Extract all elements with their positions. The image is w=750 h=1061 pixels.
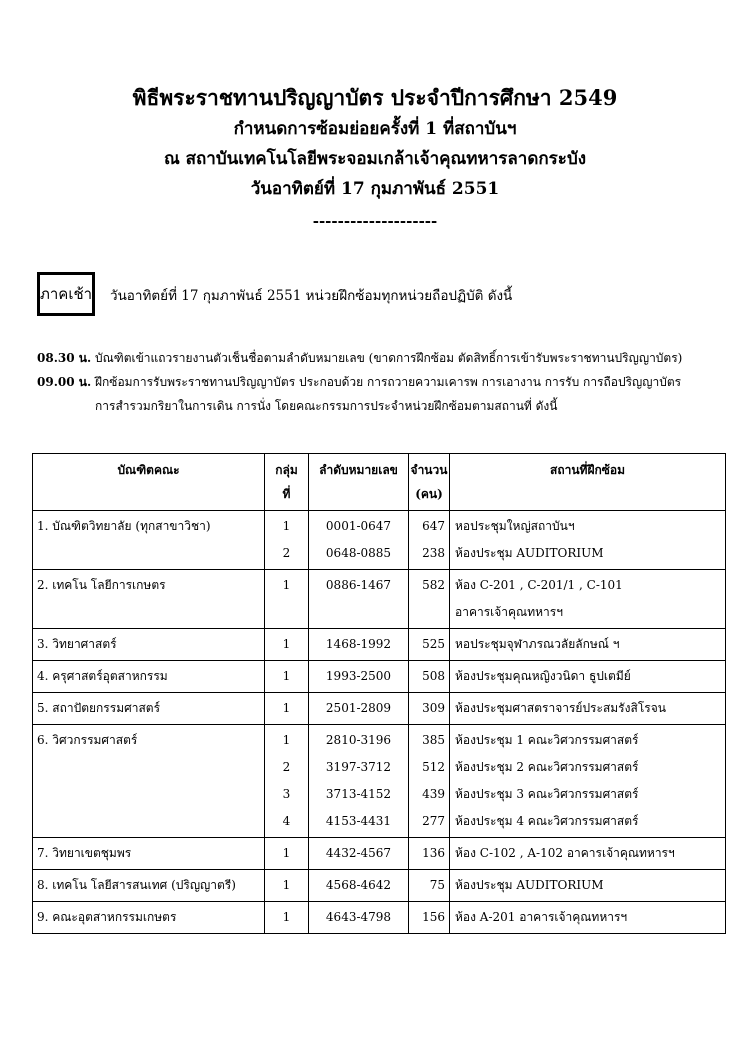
document-subtitle-venue: ณ สถาบันเทคโนโลยีพระจอมเกล้าเจ้าคุณทหารลาดกระบัง [163, 149, 587, 169]
table-row [33, 511, 726, 570]
student-count-cell [409, 725, 450, 838]
document-header [0, 82, 750, 236]
group-number: 1 [282, 878, 291, 892]
rehearsal-place-cell [450, 661, 726, 693]
sequence-range: 2810-3196 [325, 733, 392, 747]
header-group-line1: กลุ่ม [275, 463, 298, 477]
student-count-cell [409, 838, 450, 870]
table-row [33, 870, 726, 902]
group-number-cell [265, 629, 309, 661]
sequence-range-cell [309, 838, 409, 870]
sequence-range: 2501-2809 [325, 701, 392, 715]
document-subtitle-rehearsal: กำหนดการซ้อมย่อยครั้งที่ 1 ที่สถาบันฯ [233, 119, 517, 139]
faculty-name: 5. สถาปัตยกรรมศาสตร์ [37, 701, 161, 715]
group-number: 2 [282, 760, 291, 774]
faculty-name: 4. ครุศาสตร์อุตสาหกรรม [37, 669, 168, 683]
group-number: 1 [282, 637, 291, 651]
sequence-range-cell [309, 870, 409, 902]
header-count-line2: (คน) [415, 487, 443, 501]
rehearsal-place-cell [450, 693, 726, 725]
group-number: 3 [282, 787, 291, 801]
group-number: 1 [282, 578, 291, 592]
rehearsal-place: ห้อง C-201 , C-201/1 , C-101 [455, 578, 623, 592]
rehearsal-place: ห้องประชุม AUDITORIUM [455, 878, 604, 892]
faculty-cell [33, 838, 265, 870]
faculty-cell [33, 511, 265, 570]
morning-label-box: ภาคเช้า [37, 272, 95, 316]
group-number-cell [265, 661, 309, 693]
separator-line: -------------------- [312, 212, 438, 230]
table-row [33, 838, 726, 870]
group-number: 1 [282, 846, 291, 860]
schedule-item-continuation [37, 394, 727, 418]
sequence-range: 4432-4567 [325, 846, 392, 860]
faculty-name: 8. เทคโน โลยีสารสนเทศ (ปริญญาตรี) [37, 878, 236, 892]
table-row [33, 725, 726, 838]
student-count-cell [409, 693, 450, 725]
rehearsal-place-cell [450, 870, 726, 902]
header-place: สถานที่ฝึกซ้อม [450, 454, 726, 511]
student-count: 136 [422, 846, 445, 860]
header-group-line2: ที่ [282, 487, 291, 501]
schedule-text: การสำรวมกริยาในการเดิน การนั่ง โดยคณะกรรมการประจำหน่วยฝึกซ้อมตามสถานที่ ดังนี้ [95, 399, 558, 413]
header-count-line1: จำนวน [410, 463, 448, 477]
table-row [33, 661, 726, 693]
student-count: 647 [422, 519, 445, 533]
rehearsal-place: ห้องประชุม 1 คณะวิศวกรรมศาสตร์ [455, 733, 639, 747]
sequence-range: 0886-1467 [325, 578, 392, 592]
rehearsal-place-cell [450, 629, 726, 661]
student-count: 385 [422, 733, 445, 747]
table-body [33, 511, 726, 934]
header-group [265, 454, 309, 511]
table-header-row [33, 454, 726, 511]
student-count: 512 [422, 760, 445, 774]
group-number-cell [265, 902, 309, 934]
faculty-cell [33, 693, 265, 725]
sequence-range: 0001-0647 [325, 519, 392, 533]
faculty-cell [33, 570, 265, 629]
rehearsal-place: ห้อง A-201 อาคารเจ้าคุณทหารฯ [455, 910, 628, 924]
table-row [33, 693, 726, 725]
rehearsal-place: อาคารเจ้าคุณทหารฯ [455, 605, 563, 619]
table-row [33, 570, 726, 629]
rehearsal-place: ห้องประชุม 2 คณะวิศวกรรมศาสตร์ [455, 760, 639, 774]
student-count-cell [409, 570, 450, 629]
sequence-range: 0648-0885 [325, 546, 392, 560]
group-number-cell [265, 511, 309, 570]
header-sequence: ลำดับหมายเลข [309, 454, 409, 511]
table-row [33, 902, 726, 934]
student-count: 277 [422, 814, 445, 828]
sequence-range: 4568-4642 [325, 878, 392, 892]
schedule-list [37, 346, 727, 418]
student-count-cell [409, 902, 450, 934]
sequence-range: 1993-2500 [325, 669, 392, 683]
sequence-range: 3713-4152 [325, 787, 392, 801]
sequence-range: 4153-4431 [325, 814, 392, 828]
faculty-name: 6. วิศวกรรมศาสตร์ [37, 733, 138, 747]
faculty-name: 2. เทคโน โลยีการเกษตร [37, 578, 166, 592]
group-number-cell [265, 725, 309, 838]
rehearsal-place-cell [450, 511, 726, 570]
student-count: 309 [422, 701, 445, 715]
rehearsal-place: ห้องประชุม 4 คณะวิศวกรรมศาสตร์ [455, 814, 639, 828]
schedule-time: 08.30 น. [37, 351, 92, 365]
faculty-cell [33, 870, 265, 902]
schedule-text: บัณฑิตเข้าแถวรายงานตัวเช็นชื่อตามลำดับหมายเลข (ขาดการฝึกซ้อม ตัดสิทธิ์การเข้ารับพระราชทานปริญญาบัตร) [95, 351, 683, 365]
faculty-name: 3. วิทยาศาสตร์ [37, 637, 117, 651]
faculty-name: 9. คณะอุตสาหกรรมเกษตร [37, 910, 177, 924]
sequence-range: 3197-3712 [325, 760, 392, 774]
group-number-cell [265, 693, 309, 725]
rehearsal-place: ห้องประชุมคุณหญิงวนิดา ธูปเตมีย์ [455, 669, 631, 683]
group-number: 1 [282, 669, 291, 683]
faculty-name: 1. บัณฑิตวิทยาลัย (ทุกสาขาวิชา) [37, 519, 211, 533]
schedule-item [37, 346, 727, 370]
sequence-range-cell [309, 661, 409, 693]
group-number: 1 [282, 701, 291, 715]
group-number: 1 [282, 910, 291, 924]
student-count-cell [409, 629, 450, 661]
sequence-range-cell [309, 693, 409, 725]
student-count: 156 [422, 910, 445, 924]
student-count: 525 [422, 637, 445, 651]
sequence-range: 4643-4798 [325, 910, 392, 924]
student-count: 75 [429, 878, 445, 892]
group-number: 4 [282, 814, 291, 828]
schedule-item [37, 370, 727, 394]
document-subtitle-date: วันอาทิตย์ที่ 17 กุมภาพันธ์ 2551 [250, 179, 500, 199]
rehearsal-place: ห้องประชุมศาสตราจารย์ประสมรังสิโรจน [455, 701, 666, 715]
group-number: 1 [282, 733, 291, 747]
sequence-range-cell [309, 629, 409, 661]
faculty-cell [33, 661, 265, 693]
header-count [409, 454, 450, 511]
group-number-cell [265, 838, 309, 870]
rehearsal-place: หอประชุมจุฬาภรณวลัยลักษณ์ ฯ [455, 637, 620, 651]
rehearsal-place: ห้องประชุม AUDITORIUM [455, 546, 604, 560]
rehearsal-place: ห้อง C-102 , A-102 อาคารเจ้าคุณทหารฯ [455, 846, 675, 860]
table-row [33, 629, 726, 661]
rehearsal-table [32, 453, 726, 934]
rehearsal-place-cell [450, 570, 726, 629]
header-faculty: บัณฑิตคณะ [33, 454, 265, 511]
sequence-range: 1468-1992 [325, 637, 392, 651]
document-title: พิธีพระราชทานปริญญาบัตร ประจำปีการศึกษา 2549 [132, 85, 618, 110]
faculty-cell [33, 725, 265, 838]
sequence-range-cell [309, 511, 409, 570]
student-count-cell [409, 870, 450, 902]
student-count: 508 [422, 669, 445, 683]
faculty-cell [33, 629, 265, 661]
group-number: 1 [282, 519, 291, 533]
morning-session-text: วันอาทิตย์ที่ 17 กุมภาพันธ์ 2551 หน่วยฝึกซ้อมทุกหน่วยถือปฏิบัติ ดังนี้ [110, 288, 513, 304]
sequence-range-cell [309, 902, 409, 934]
schedule-time: 09.00 น. [37, 375, 92, 389]
group-number-cell [265, 870, 309, 902]
student-count: 439 [422, 787, 445, 801]
rehearsal-place: หอประชุมใหญ่สถาบันฯ [455, 519, 575, 533]
student-count: 582 [422, 578, 445, 592]
student-count-cell [409, 661, 450, 693]
group-number-cell [265, 570, 309, 629]
rehearsal-place-cell [450, 725, 726, 838]
morning-session [37, 272, 727, 320]
sequence-range-cell [309, 725, 409, 838]
rehearsal-place: ห้องประชุม 3 คณะวิศวกรรมศาสตร์ [455, 787, 639, 801]
student-count: 238 [422, 546, 445, 560]
student-count-cell [409, 511, 450, 570]
faculty-cell [33, 902, 265, 934]
group-number: 2 [282, 546, 291, 560]
rehearsal-place-cell [450, 902, 726, 934]
schedule-text: ฝึกซ้อมการรับพระราชทานปริญญาบัตร ประกอบด้วย การถวายความเคารพ การเอางาน การรับ การถือปริญญาบัตร [95, 375, 682, 389]
rehearsal-place-cell [450, 838, 726, 870]
sequence-range-cell [309, 570, 409, 629]
faculty-name: 7. วิทยาเขตชุมพร [37, 846, 132, 860]
